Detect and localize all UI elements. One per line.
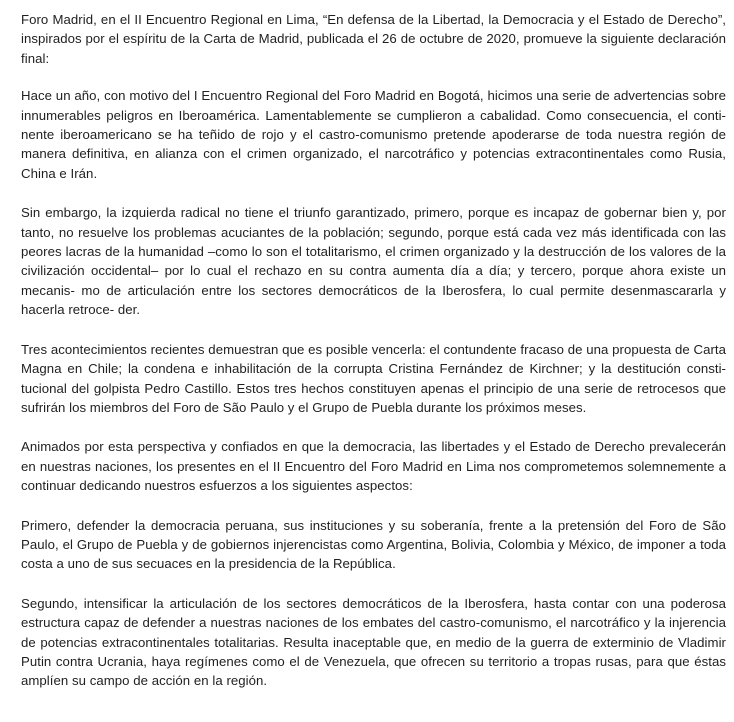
paragraph-warnings: Hace un año, con motivo del I Encuentro Regional del Foro Madrid en Bogotá, hicimos una serie de advertencias sobre innumerables peligros en Iberoamérica. Lamentablemente se cumplieron a cabalidad. Como consecuencia, el conti- nente iberoamericano se ha teñido de rojo y el castro-comunismo pretende apoderarse de toda nuestra región de manera definitiva, en alianza con el crimen organizado, el narcotráfico y potencias extracontinentales como Rusia, China e Irán. [21,88,726,181]
paragraph-recent-events: Tres acontecimientos recientes demuestran que es posible vencerla: el contundente fracaso de una propuesta de Carta Magna en Chile; la condena e inhabilitación de la corrupta Cristina Fernández de Kirchner; y la destitución consti- tucional del golpista Pedro Castillo. Estos tres hechos constituyen apenas el principio de una serie de retrocesos que sufrirán los miembros del Foro de São Paulo y el Grupo de Puebla durante los próximos meses. [21,341,726,415]
paragraph-commitment: Animados por esta perspectiva y confiados en que la democracia, las libertades y el Estado de Derecho prevalecerán en nuestras naciones, los presentes en el II Encuentro del Foro Madrid en Lima nos comprometemos solemnemente a continuar dedicando nuestros esfuerzos a los siguientes aspectos: [21,439,726,494]
paragraph-intro: Foro Madrid, en el II Encuentro Regional en Lima, “En defensa de la Libertad, la Democracia y el Estado de Derecho”, inspirados por el espíritu de la Carta de Madrid, publicada el 26 de octubre de 2020, promueve la siguiente declaración final: [21,12,726,66]
paragraph-second-point: Segundo, intensificar la articulación de los sectores democráticos de la Iberosfera, hasta contar con una poderosa estructura capaz de defender a nuestras naciones de los embates del castro-comunismo, el narcotráfico y la injerencia de potencias extracontinentales totalitarias. Resulta inaceptable que, en medio de la guerra de exterminio de Vladimir Putin contra Ucrania, haya regímenes como el de Venezuela, que ofrecen su territorio a tropas rusas, para que éstas amplíen su campo de acción en la región. [21,595,726,689]
paragraph-first-point: Primero, defender la democracia peruana, sus instituciones y su soberanía, frente a la pretensión del Foro de São Paulo, el Grupo de Puebla y de gobiernos injerencistas como Argentina, Bolivia, Colombia y México, de imponer a toda costa a uno de sus secuaces en la presidencia de la República. [21,517,726,572]
paragraph-radical-left: Sin embargo, la izquierda radical no tiene el triunfo garantizado, primero, porque es incapaz de gobernar bien y, por tanto, no resuelve los problemas acuciantes de la población; segundo, porque está cada vez más identificada con las peores lacras de la humanidad –como lo son el totalitarismo, el crimen organizado y la destrucción de los valores de la civilización occidental– por lo cual el rechazo en su contra aumenta día a día; y tercero, porque ahora existe un mecanis- mo de articulación entre los sectores democráticos de la Iberosfera, lo cual permite desenmascararla y hacerla retroce- der. [21,205,726,318]
